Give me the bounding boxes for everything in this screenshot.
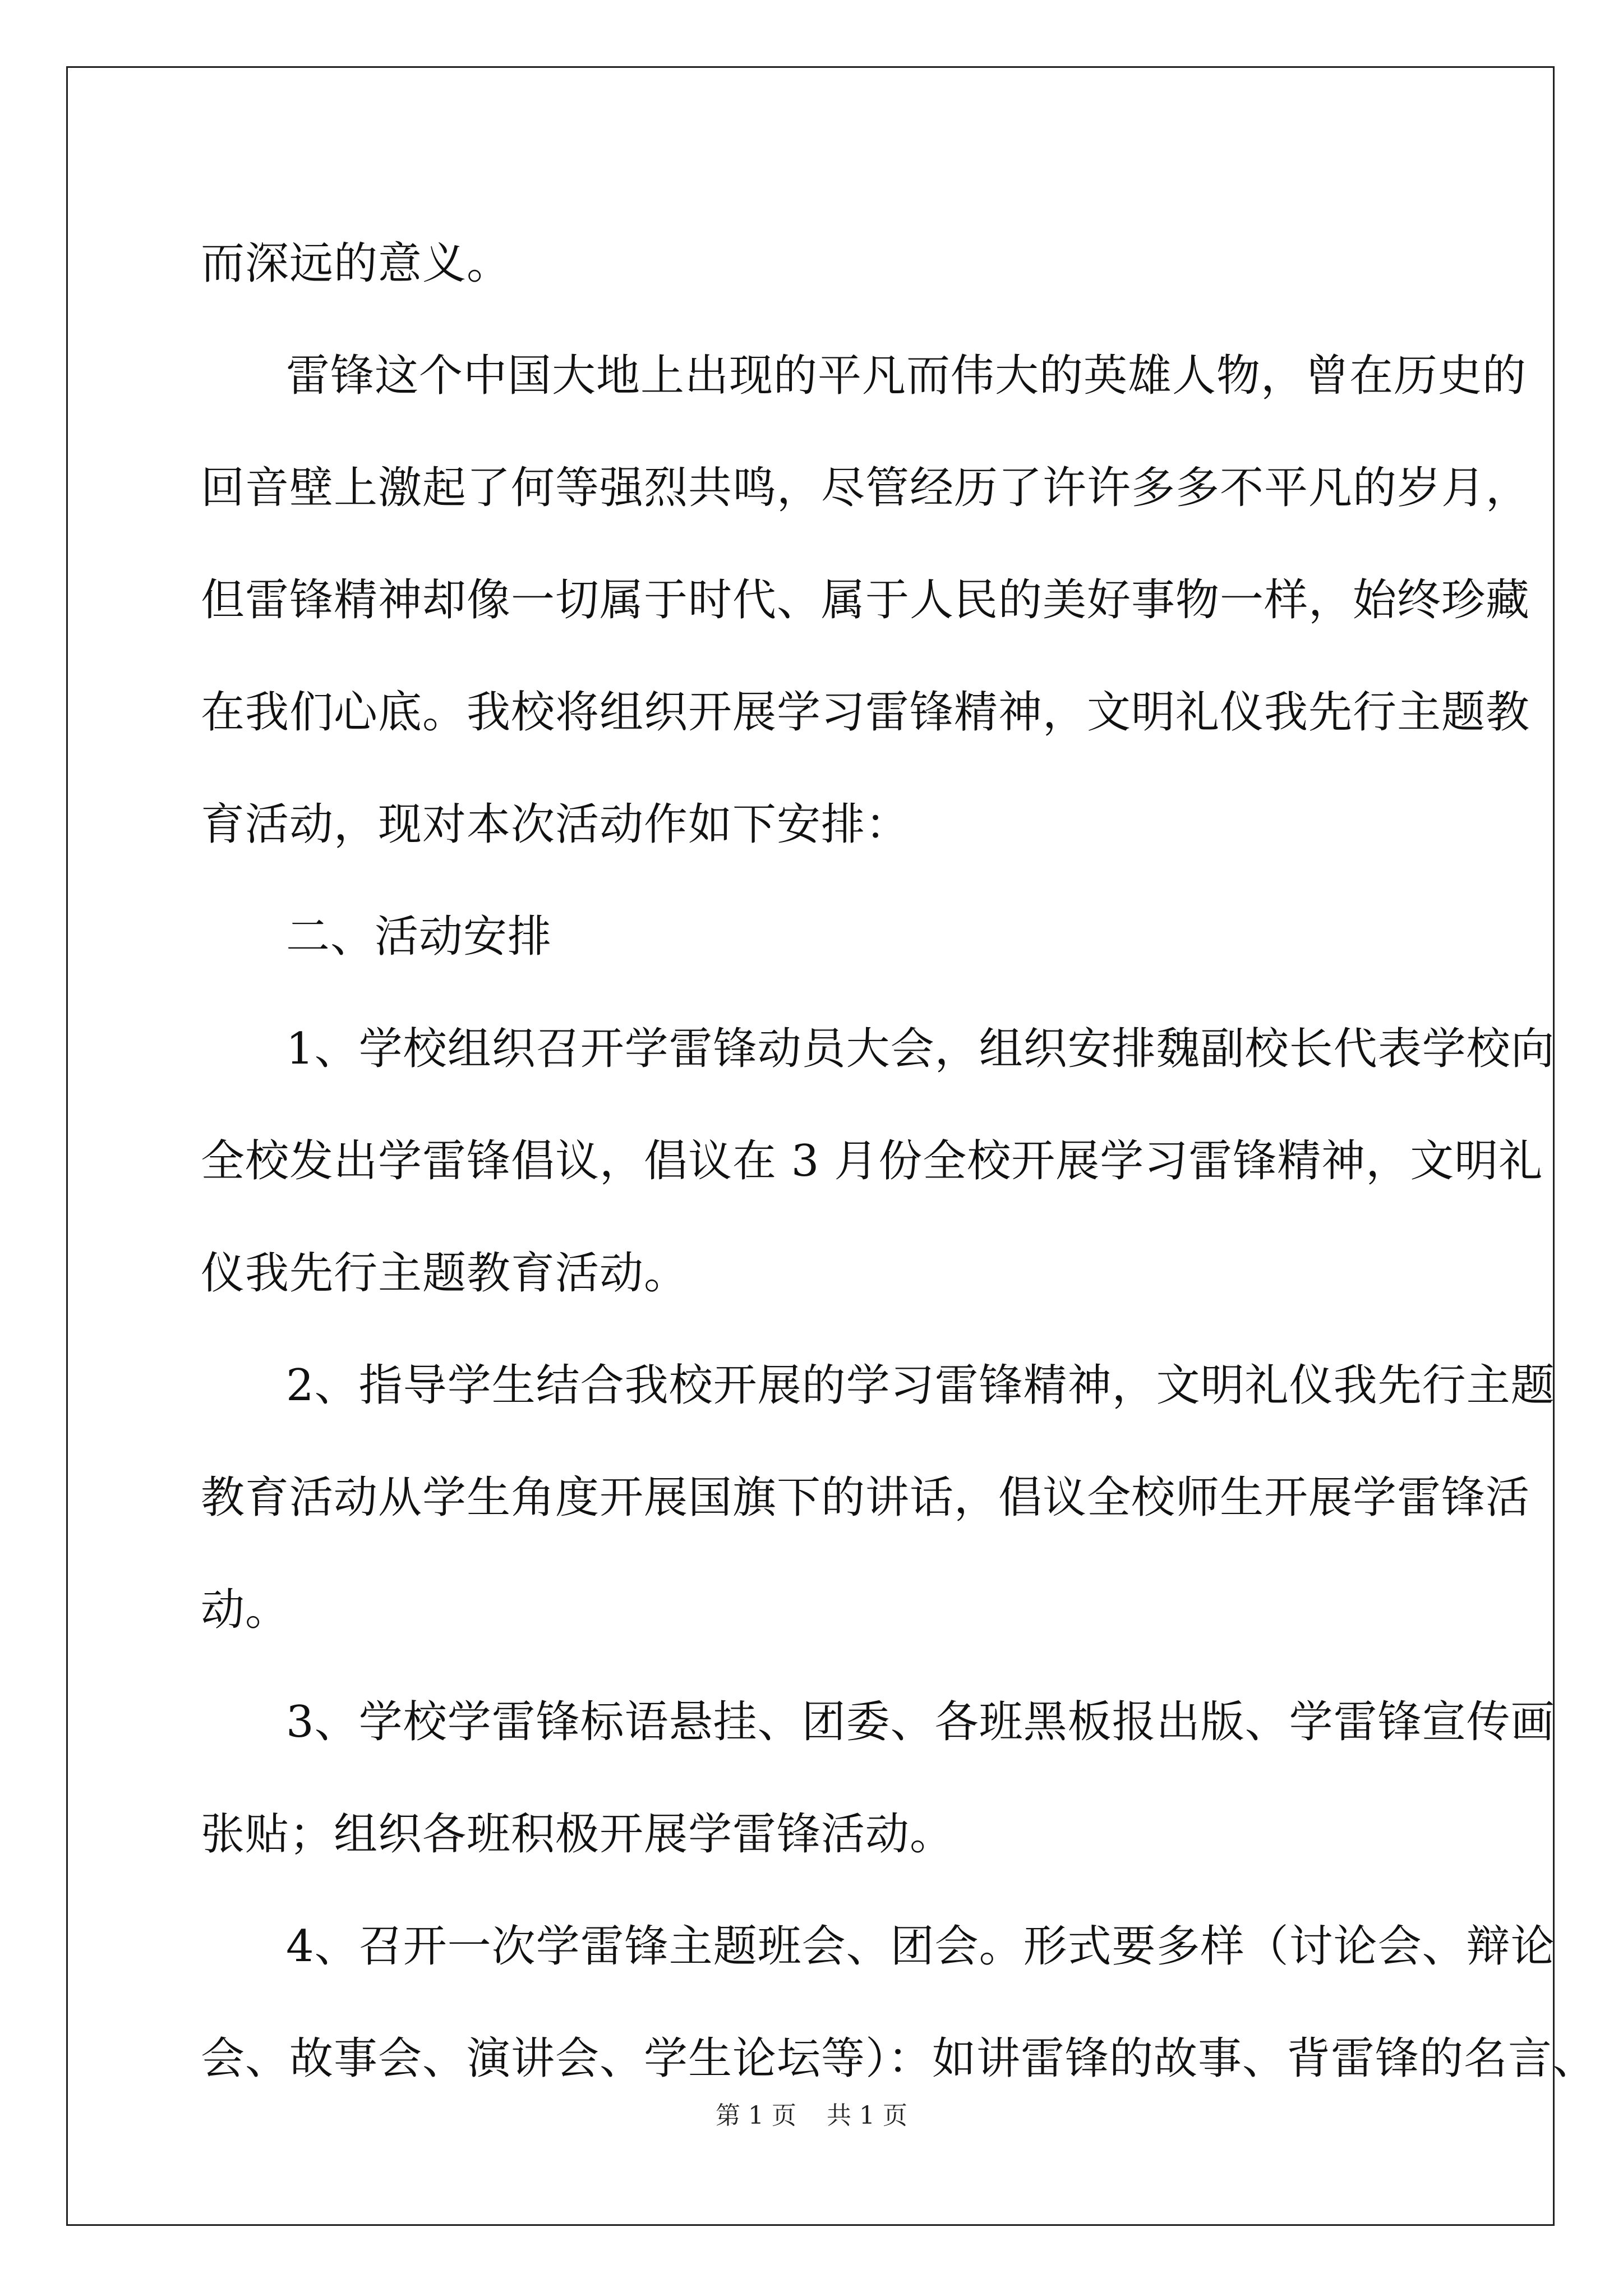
page-number-total: 共 1 页 [827, 2101, 907, 2130]
paragraph-line: 4、召开一次学雷锋主题班会、团会。形式要多样（讨论会、辩论 [286, 1921, 1555, 1972]
document-body [201, 208, 1597, 2115]
paragraph-line: 而深远的意义。 [201, 238, 511, 289]
paragraph-line: 张贴；组织各班积极开展学雷锋活动。 [201, 1809, 955, 1860]
paragraph-line: 会、故事会、演讲会、学生论坛等）：如讲雷锋的故事、背雷锋的名言、 [201, 2033, 1597, 2084]
paragraph-line: 动。 [201, 1585, 290, 1635]
paragraph-line: 但雷锋精神却像一切属于时代、属于人民的美好事物一样，始终珍藏 [201, 575, 1530, 625]
paragraph-line: 全校发出学雷锋倡议，倡议在 3 月份全校开展学习雷锋精神，文明礼 [201, 1136, 1543, 1186]
paragraph-line: 育活动，现对本次活动作如下安排： [201, 799, 910, 850]
paragraph-line: 仪我先行主题教育活动。 [201, 1248, 689, 1299]
paragraph-line: 2、指导学生结合我校开展的学习雷锋精神，文明礼仪我先行主题 [286, 1360, 1555, 1411]
paragraph-line: 教育活动从学生角度开展国旗下的讲话，倡议全校师生开展学雷锋活 [201, 1473, 1530, 1523]
paragraph-line: 回音壁上激起了何等强烈共鸣，尽管经历了许许多多不平凡的岁月， [201, 463, 1530, 513]
paragraph-line: 3、学校学雷锋标语悬挂、团委、各班黑板报出版、学雷锋宣传画 [286, 1697, 1555, 1747]
paragraph-line: 1、学校组织召开学雷锋动员大会，组织安排魏副校长代表学校向 [286, 1024, 1555, 1074]
section-heading: 二、活动安排 [286, 912, 552, 962]
paragraph-line: 雷锋这个中国大地上出现的平凡而伟大的英雄人物，曾在历史的 [286, 351, 1527, 401]
page-footer [0, 2095, 1623, 2131]
paragraph-line: 在我们心底。我校将组织开展学习雷锋精神，文明礼仪我先行主题教 [201, 687, 1530, 738]
page-number-current: 第 1 页 [716, 2101, 796, 2130]
